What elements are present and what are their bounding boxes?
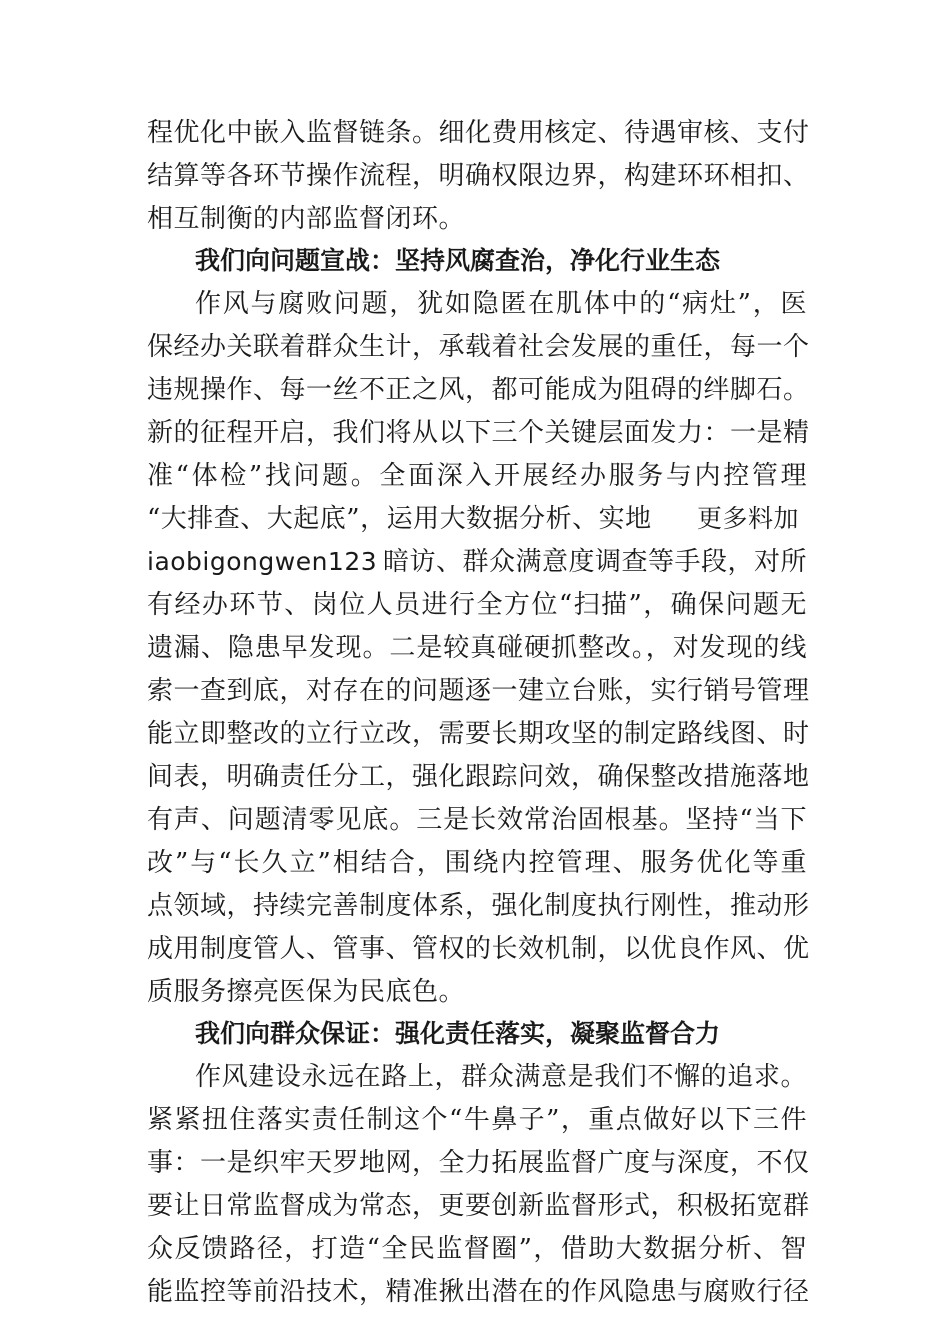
body-text-line: 新的征程开启，我们将从以下三个关键层面发力：一是精 [147, 418, 810, 448]
body-text-line: 结算等各环节操作流程，明确权限边界，构建环环相扣、 [147, 161, 810, 191]
promo-text: 更多料加 [697, 504, 800, 533]
body-text-line: 程优化中嵌入监督链条。细化费用核定、待遇审核、支付 [147, 118, 810, 148]
body-text-line: 质服务擦亮医保为民底色。 [147, 977, 466, 1007]
body-text-line: 要让日常监督成为常态，更要创新监督形式，积极拓宽群 [147, 1191, 810, 1221]
body-text-line: 保经办关联着群众生计，承载着社会发展的重任，每一个 [147, 332, 810, 362]
body-text-line: 遗漏、隐患早发现。二是较真碰硬抓整改。，对发现的线 [147, 633, 807, 663]
body-text-line: 改”与“长久立”相结合，围绕内控管理、服务优化等重 [147, 848, 807, 878]
body-text-line: 紧紧扭住落实责任制这个“牛鼻子”，重点做好以下三件 [147, 1105, 807, 1135]
body-text-line: 作风与腐败问题，犹如隐匿在肌体中的“病灶”，医 [195, 289, 807, 319]
body-text-line: 能监控等前沿技术，精准揪出潜在的作风隐患与腐败行径 [147, 1277, 810, 1307]
body-text-line: 准“体检”找问题。全面深入开展经办服务与内控管理 [147, 461, 807, 491]
body-text-line: 点领域，持续完善制度体系，强化制度执行刚性，推动形 [147, 891, 810, 921]
body-text-line: 事：一是织牢天罗地网，全力拓展监督广度与深度，不仅 [147, 1148, 810, 1178]
body-text-line: 众反馈路径，打造“全民监督圈”，借助大数据分析、智 [147, 1234, 807, 1264]
promo-text: iaobigongwen123 [147, 547, 378, 576]
body-text-line: 索一查到底，对存在的问题逐一建立台账，实行销号管理 [147, 676, 810, 706]
body-text-line: 能立即整改的立行立改，需要长期攻坚的制定路线图、时 [147, 719, 810, 749]
body-text-line: 相互制衡的内部监督闭环。 [147, 204, 466, 234]
section-heading: 我们向群众保证：强化责任落实，凝聚监督合力 [195, 1019, 721, 1048]
body-text-line: 作风建设永远在路上，群众满意是我们不懈的追求。 [195, 1062, 807, 1092]
body-text-line: 有经办环节、岗位人员进行全方位“扫描”，确保问题无 [147, 590, 807, 620]
body-text-line: “大排查、大起底”，运用大数据分析、实地 [147, 504, 652, 534]
body-text-line: 暗访、群众满意度调查等手段，对所 [383, 547, 808, 577]
body-text-line: 成用制度管人、管事、管权的长效机制，以优良作风、优 [147, 934, 810, 964]
body-text-line: 间表，明确责任分工，强化跟踪问效，确保整改措施落地 [147, 762, 810, 792]
section-heading: 我们向问题宣战：坚持风腐查治，净化行业生态 [195, 246, 721, 275]
body-text-line: 违规操作、每一丝不正之风，都可能成为阻碍的绊脚石。 [147, 375, 810, 405]
body-text-line: 有声、问题清零见底。三是长效常治固根基。坚持“当下 [147, 805, 807, 835]
